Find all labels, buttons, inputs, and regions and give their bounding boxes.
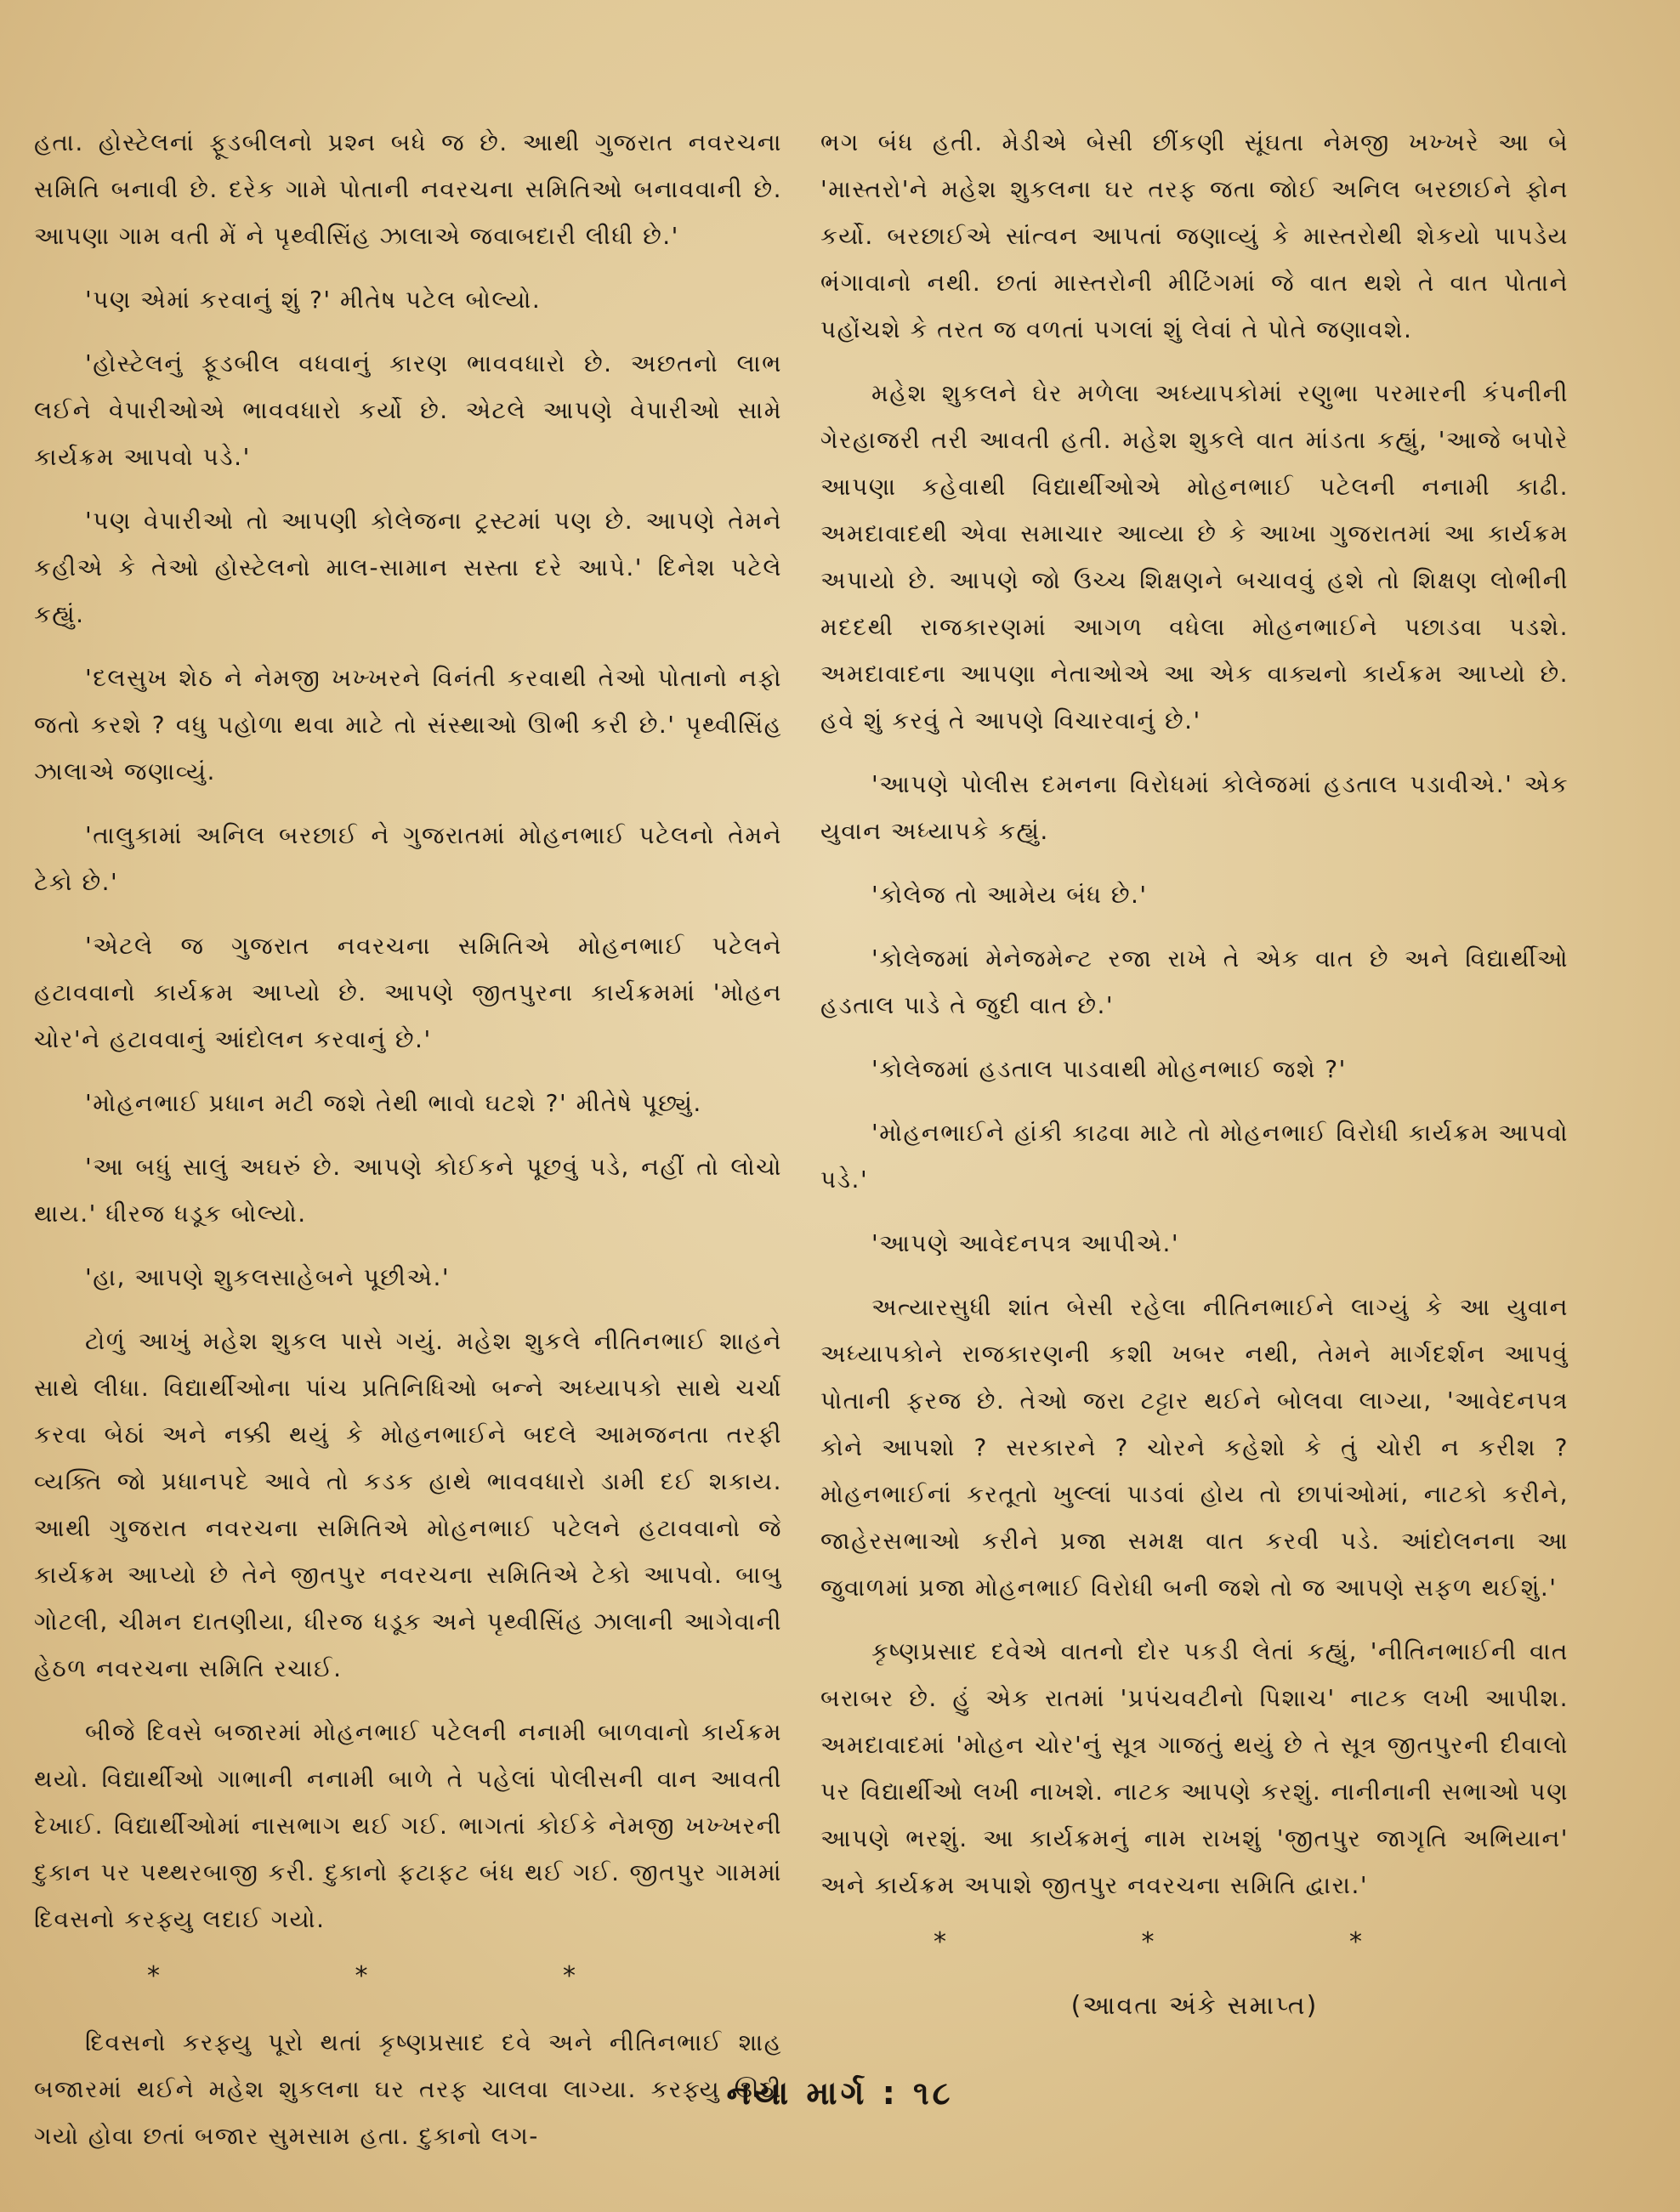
paragraph: 'મોહનભાઈને હાંકી કાઢવા માટે તો મોહનભાઈ વિરોધી કાર્યક્રમ આપવો પડે.' — [820, 1119, 1569, 1194]
paragraph: 'આ બધું સાલું અઘરું છે. આપણે કોઈકને પૂછવું પડે, નહીં તો લોચો થાય.' ધીરજ ધડૂક બોલ્યો. — [34, 1153, 782, 1228]
paragraph: ટોળું આખું મહેશ શુકલ પાસે ગયું. મહેશ શુકલે નીતિનભાઈ શાહને સાથે લીધા. વિદ્યાર્થીઓના પાંચ પ્રતિનિધિઓ બન્ને અધ્યાપકો સાથે ચર્ચા કરવા બેઠાં અને નક્કી થયું કે મોહનભાઈને બદલે આમજનતા તરફી વ્યક્તિ જો પ્રધાનપદે આવે તો કડક હાથે ભાવવધારો ડામી દઈ શકાય. આથી ગુજરાત નવરચના સમિતિએ મોહનભાઈ પટેલને હટાવવાનો જે કાર્યક્રમ આપ્યો છે તેને જીતપુર નવરચના સમિતિએ ટેકો આપવો. બાબુ ગોટલી, ચીમન દાતણીયા, ધીરજ ધડૂક અને પૃથ્વીસિંહ ઝાલાની આગેવાની હેઠળ નવરચના સમિતિ રચાઈ. — [34, 1327, 782, 1682]
paragraph: 'પણ એમાં કરવાનું શું ?' મીતેષ પટેલ બોલ્યો. — [85, 286, 542, 314]
paragraph: કૃષ્ણપ્રસાદ દવેએ વાતનો દોર પકડી લેતાં કહ્યું, 'નીતિનભાઈની વાત બરાબર છે. હું એક રાતમાં 'પ્રપંચવટીનો પિશાચ' નાટક લખી આપીશ. અમદાવાદમાં 'મોહન ચોર'નું સૂત્ર ગાજતું થયું છે તે સૂત્ર જીતપુરની દીવાલો પર વિદ્યાર્થીઓ લખી નાખશે. નાટક આપણે કરશું. નાનીનાની સભાઓ પણ આપણે ભરશું. આ કાર્યક્રમનું નામ રાખશું 'જીતપુર જાગૃતિ અભિયાન' અને કાર્યક્રમ અપાશે જીતપુર નવરચના સમિતિ દ્વારા.' — [820, 1637, 1569, 1899]
paragraph: 'તાલુકામાં અનિલ બરછાઈ ને ગુજરાતમાં મોહનભાઈ પટેલનો તેમને ટેકો છે.' — [34, 821, 782, 896]
paragraph: 'કોલેજમાં મેનેજમેન્ટ રજા રાખે તે એક વાત છે અને વિદ્યાર્થીઓ હડતાલ પાડે તે જુદી વાત છે.' — [820, 944, 1569, 1019]
paragraph: દિવસનો કરફ્યુ પૂરો થતાં કૃષ્ણપ્રસાદ દવે અને નીતિનભાઈ શાહ બજારમાં થઈને મહેશ શુકલના ઘર તરફ ચાલવા લાગ્યા. કરફ્યુ ઊઠી ગયો હોવા છતાં બજાર સુમસામ હતા. દુકાનો લગ- — [34, 2028, 782, 2150]
paragraph: 'પણ વેપારીઓ તો આપણી કોલેજના ટ્રસ્ટમાં પણ છે. આપણે તેમને કહીએ કે તેઓ હોસ્ટેલનો માલ-સામાન સસ્તા દરે આપે.' દિનેશ પટેલે કહ્યું. — [34, 507, 782, 628]
paragraph: 'મોહનભાઈ પ્રધાન મટી જશે તેથી ભાવો ઘટશે ?' મીતેષે પૂછ્યું. — [85, 1089, 702, 1117]
left-column — [34, 119, 782, 2176]
section-separator-stars: * * * — [933, 1927, 1456, 1957]
paragraph: હતા. હોસ્ટેલનાં ફૂડબીલનો પ્રશ્ન બધે જ છે. આથી ગુજરાત નવરચના સમિતિ બનાવી છે. દરેક ગામે પોતાની નવરચના સમિતિઓ બનાવવાની છે. આપણા ગામ વતી મેં ને પૃથ્વીસિંહ ઝાલાએ જવાબદારી લીધી છે.' — [34, 128, 782, 250]
paragraph: 'એટલે જ ગુજરાત નવરચના સમિતિએ મોહનભાઈ પટેલને હટાવવાનો કાર્યક્રમ આપ્યો છે. આપણે જીતપુરના કાર્યક્રમમાં 'મોહન ચોર'ને હટાવવાનું આંદોલન કરવાનું છે.' — [34, 932, 782, 1053]
section-separator-stars: * * * — [146, 1961, 670, 1991]
paragraph: 'આપણે આવેદનપત્ર આપીએ.' — [871, 1229, 1180, 1257]
paragraph: 'હોસ્ટેલનું ફૂડબીલ વધવાનું કારણ ભાવવધારો છે. અછતનો લાભ લઈને વેપારીઓએ ભાવવધારો કર્યો છે. એટલે આપણે વેપારીઓ સામે કાર્યક્રમ આપવો પડે.' — [34, 349, 782, 471]
paragraph: અત્યારસુધી શાંત બેસી રહેલા નીતિનભાઈને લાગ્યું કે આ યુવાન અધ્યાપકોને રાજકારણની કશી ખબર નથી, તેમને માર્ગદર્શન આપવું પોતાની ફરજ છે. તેઓ જરા ટટ્ટાર થઈને બોલવા લાગ્યા, 'આવેદનપત્ર કોને આપશો ? સરકારને ? ચોરને કહેશો કે તું ચોરી ન કરીશ ? મોહનભાઈનાં કરતૂતો ખુલ્લાં પાડવાં હોય તો છાપાંઓમાં, નાટકો કરીને, જાહેરસભાઓ કરીને પ્રજા સમક્ષ વાત કરવી પડે. આંદોલનના આ જુવાળમાં પ્રજા મોહનભાઈ વિરોધી બની જશે તો જ આપણે સફળ થઈશું.' — [820, 1293, 1569, 1602]
paragraph: 'કોલેજમાં હડતાલ પાડવાથી મોહનભાઈ જશે ?' — [871, 1055, 1347, 1083]
paragraph: 'કોલેજ તો આમેય બંધ છે.' — [871, 881, 1148, 909]
continued-note: (આવતા અંકે સમાપ્ત) — [1070, 1991, 1319, 2021]
paragraph: 'દલસુખ શેઠ ને નેમજી ખખ્ખરને વિનંતી કરવાથી તેઓ પોતાનો નફો જતો કરશે ? વધુ પહોળા થવા માટે તો સંસ્થાઓ ઊભી કરી છે.' પૃથ્વીસિંહ ઝાલાએ જણાવ્યું. — [34, 664, 782, 786]
page-footer: નયા માર્ગ : ૧૮ — [726, 2074, 954, 2112]
paragraph: ભગ બંધ હતી. મેડીએ બેસી છીંકણી સૂંઘતા નેમજી ખખ્ખરે આ બે 'માસ્તરો'ને મહેશ શુકલના ઘર તરફ જતા જોઈ અનિલ બરછાઈને ફોન કર્યો. બરછાઈએ સાંત્વન આપતાં જણાવ્યું કે માસ્તરોથી શેકયો પાપડેય ભંગાવાનો નથી. છતાં માસ્તરોની મીટિંગમાં જે વાત થશે તે વાત પોતાને પહોંચશે કે તરત જ વળતાં પગલાં શું લેવાં તે પોતે જણાવશે. — [820, 128, 1569, 343]
paragraph: 'આપણે પોલીસ દમનના વિરોધમાં કોલેજમાં હડતાલ પડાવીએ.' એક યુવાન અધ્યાપકે કહ્યું. — [820, 770, 1569, 845]
paragraph: બીજે દિવસે બજારમાં મોહનભાઈ પટેલની નનામી બાળવાનો કાર્યક્રમ થયો. વિદ્યાર્થીઓ ગાભાની નનામી બાળે તે પહેલાં પોલીસની વાન આવતી દેખાઈ. વિદ્યાર્થીઓમાં નાસભાગ થઈ ગઈ. ભાગતાં કોઈકે નેમજી ખખ્ખરની દુકાન પર પથ્થરબાજી કરી. દુકાનો ફટાફટ બંધ થઈ ગઈ. જીતપુર ગામમાં દિવસનો કરફ્યુ લદાઈ ગયો. — [34, 1718, 782, 1933]
right-column — [820, 119, 1569, 2028]
paragraph: મહેશ શુકલને ઘેર મળેલા અધ્યાપકોમાં રણુભા પરમારની કંપનીની ગેરહાજરી તરી આવતી હતી. મહેશ શુકલે વાત માંડતા કહ્યું, 'આજે બપોરે આપણા કહેવાથી વિદ્યાર્થીઓએ મોહનભાઈ પટેલની નનામી કાઢી. અમદાવાદથી એવા સમાચાર આવ્યા છે કે આખા ગુજરાતમાં આ કાર્યક્રમ અપાયો છે. આપણે જો ઉચ્ચ શિક્ષણને બચાવવું હશે તો શિક્ષણ લોભીની મદદથી રાજકારણમાં આગળ વધેલા મોહનભાઈને પછાડવા પડશે. અમદાવાદના આપણા નેતાઓએ આ એક વાક્યનો કાર્યક્રમ આપ્યો છે. હવે શું કરવું તે આપણે વિચારવાનું છે.' — [820, 379, 1569, 734]
paragraph: 'હા, આપણે શુકલસાહેબને પૂછીએ.' — [85, 1263, 451, 1291]
